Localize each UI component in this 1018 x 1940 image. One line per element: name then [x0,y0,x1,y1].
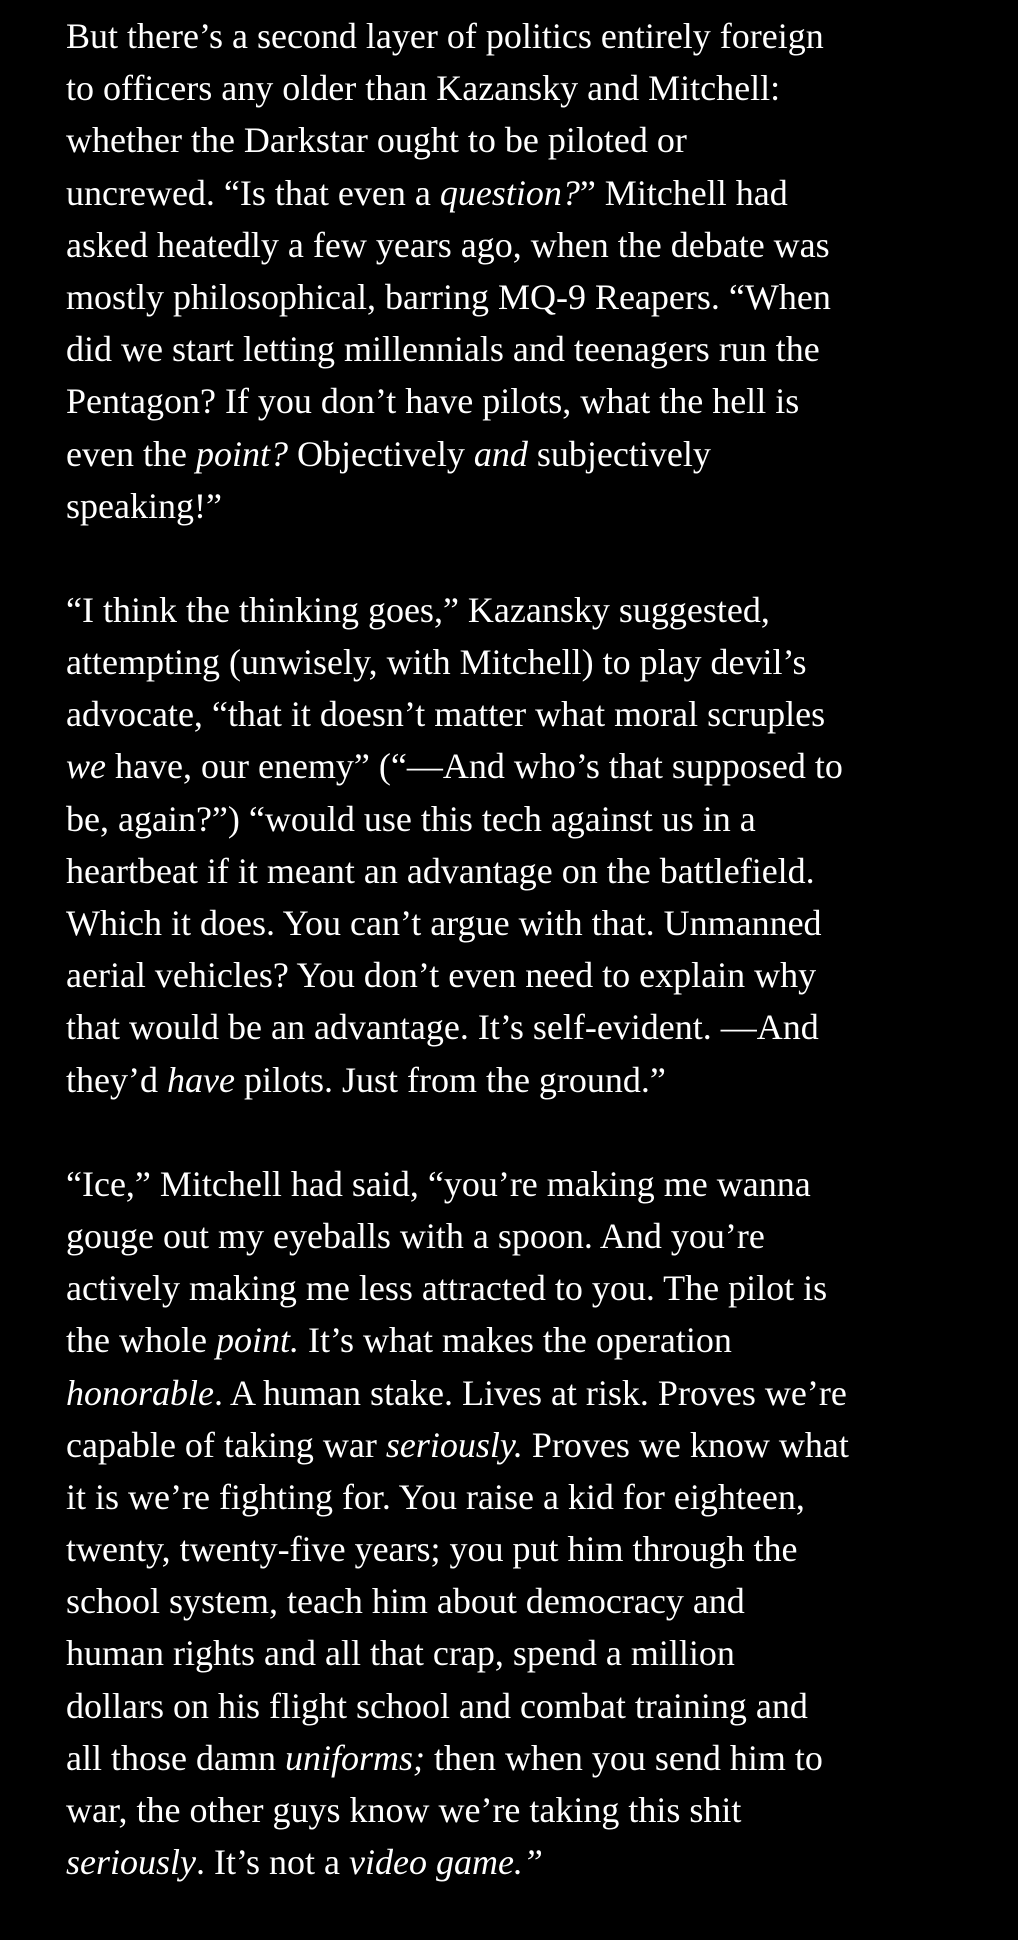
text-line [66,1054,966,1106]
text-segment: “I think the thinking goes,” Kazansky suggested, [66,589,770,630]
text-line [66,1367,966,1419]
italic-text: point. [215,1320,299,1361]
text-line [66,114,966,166]
text-line [66,636,966,688]
italic-text: honorable [66,1372,214,1413]
text-line [66,1314,966,1366]
text-segment: uncrewed. “Is that even a [66,172,440,213]
text-line [66,897,966,949]
text-segment: to officers any older than Kazansky and Mitchell: [66,68,781,109]
text-line [66,845,966,897]
text-line [66,584,966,636]
text-line [66,1680,966,1732]
text-line [66,1210,966,1262]
text-line [66,740,966,792]
text-segment: It’s what makes the operation [298,1320,732,1361]
paragraph [66,1158,966,1889]
text-line [66,375,966,427]
text-segment: ” Mitchell had [579,172,788,213]
italic-text: we [66,746,106,787]
text-segment: . It’s not a [196,1842,349,1883]
text-line [66,1419,966,1471]
text-segment: even the [66,433,196,474]
text-line [66,1836,966,1888]
text-segment: . A human stake. Lives at risk. Proves we’re [214,1372,847,1413]
text-line [66,1627,966,1679]
text-segment: subjectively [527,433,711,474]
italic-text: video game.” [348,1842,543,1883]
paragraph [66,10,966,532]
text-segment: mostly philosophical, barring MQ-9 Reapers. “When [66,276,831,317]
text-segment: heartbeat if it meant an advantage on the battlefield. [66,850,815,891]
text-line [66,323,966,375]
text-segment: have, our enemy” (“—And who’s that supposed to [106,746,843,787]
text-line [66,1784,966,1836]
text-line [66,1732,966,1784]
text-line [66,1262,966,1314]
text-segment: Proves we know what [522,1424,849,1465]
text-segment: advocate, “that it doesn’t matter what moral scruples [66,694,826,735]
story-text [66,10,966,1940]
text-segment: school system, teach him about democracy and [66,1581,745,1622]
text-segment: gouge out my eyeballs with a spoon. And you’re [66,1215,765,1256]
text-segment: human rights and all that crap, spend a million [66,1633,735,1674]
text-segment: dollars on his flight school and combat training and [66,1685,808,1726]
text-segment: attempting (unwisely, with Mitchell) to play devil’s [66,642,807,683]
text-line [66,480,966,532]
text-segment: But there’s a second layer of politics entirely foreign [66,16,824,56]
text-line [66,219,966,271]
text-line [66,10,966,62]
text-line [66,1001,966,1053]
italic-text: seriously [66,1842,196,1883]
text-segment: then when you send him to [424,1737,823,1778]
text-segment: “Ice,” Mitchell had said, “you’re making me wanna [66,1163,811,1204]
text-segment: pilots. Just from the ground.” [234,1059,666,1100]
text-segment: asked heatedly a few years ago, when the debate was [66,224,830,265]
text-line [66,167,966,219]
text-segment: all those damn [66,1737,285,1778]
text-line [66,949,966,1001]
italic-text: point? [195,433,288,474]
text-segment: they’d [66,1059,167,1100]
text-line [66,1575,966,1627]
text-line [66,1471,966,1523]
text-segment: actively making me less attracted to you. The pilot is [66,1268,828,1309]
italic-text: seriously. [385,1424,523,1465]
text-line [66,428,966,480]
text-segment: aerial vehicles? You don’t even need to explain why [66,955,817,996]
text-segment: twenty, twenty-five years; you put him through the [66,1529,798,1570]
text-line [66,271,966,323]
text-line [66,688,966,740]
text-segment: whether the Darkstar ought to be piloted or [66,120,687,161]
text-line [66,1523,966,1575]
italic-text: have [166,1059,235,1100]
text-segment: capable of taking war [66,1424,386,1465]
paragraph [66,584,966,1106]
italic-text: question? [439,172,580,213]
text-segment: the whole [66,1320,216,1361]
text-segment: Objectively [287,433,474,474]
italic-text: and [473,433,528,474]
text-segment: Pentagon? If you don’t have pilots, what the hell is [66,381,800,422]
text-segment: Which it does. You can’t argue with that. Unmanned [66,903,822,943]
text-segment: speaking!” [66,485,222,526]
text-segment: war, the other guys know we’re taking this shit [66,1790,742,1830]
text-line [66,793,966,845]
text-segment: it is we’re fighting for. You raise a kid for eighteen, [66,1476,805,1517]
text-line [66,1158,966,1210]
text-segment: did we start letting millennials and teenagers run the [66,329,820,370]
italic-text: uniforms; [284,1737,425,1778]
text-segment: that would be an advantage. It’s self-evident. —And [66,1007,819,1048]
text-line [66,62,966,114]
text-segment: be, again?”) “would use this tech against us in a [66,798,756,839]
